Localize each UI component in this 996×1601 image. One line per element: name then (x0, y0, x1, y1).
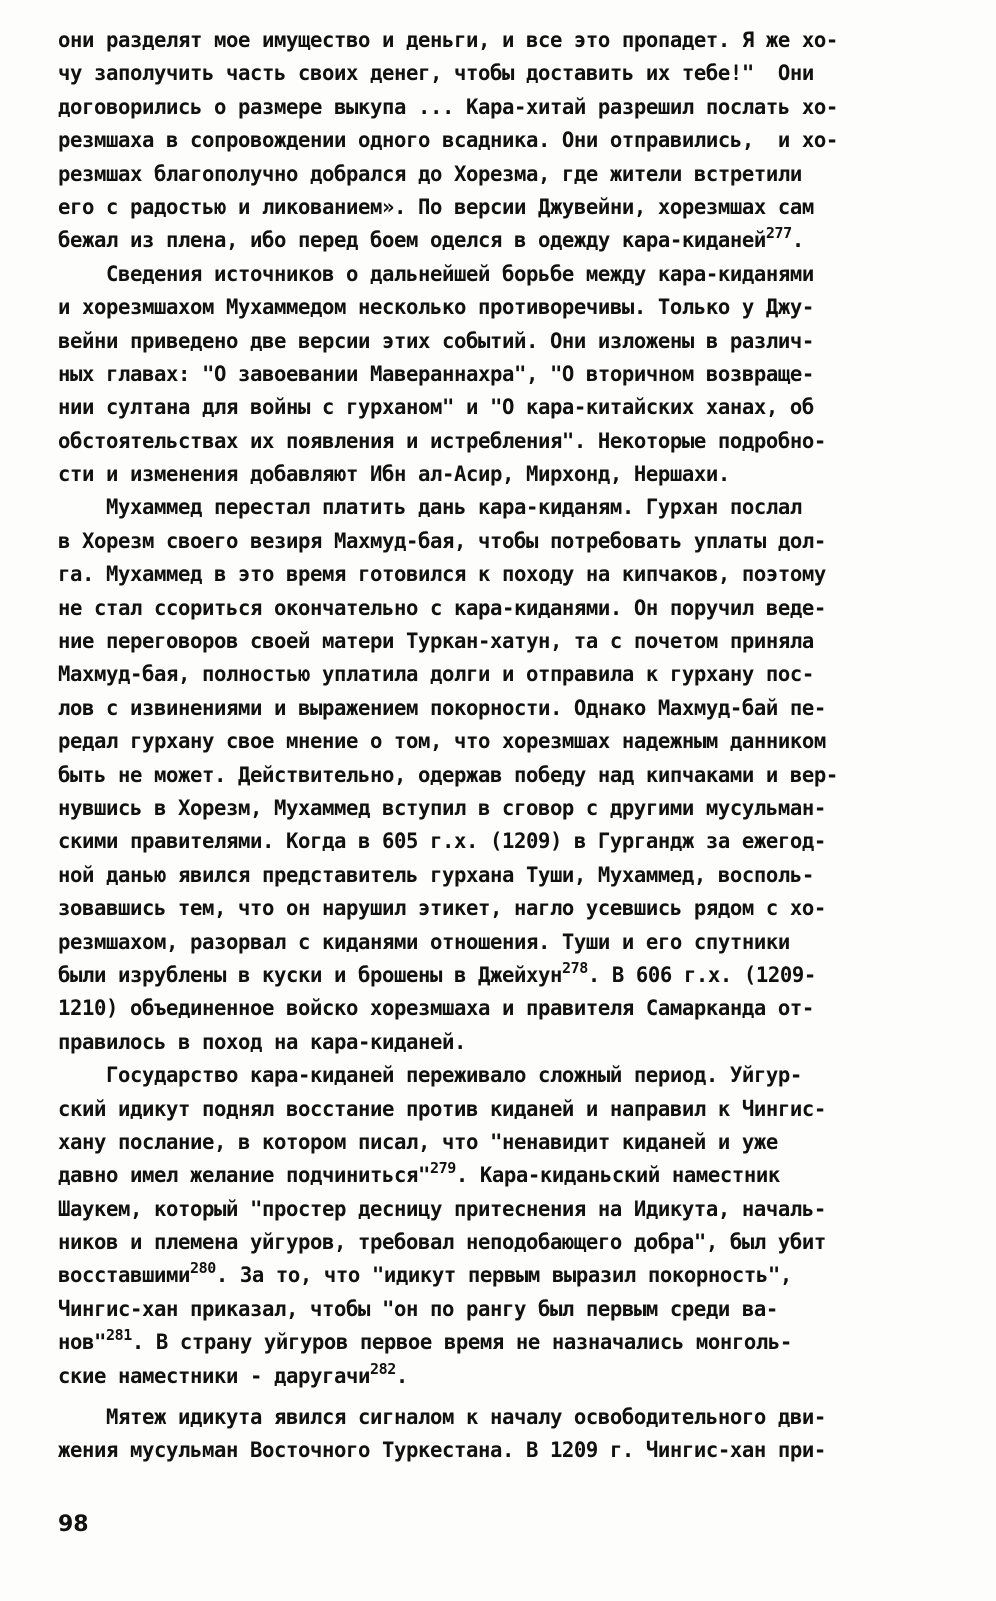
text-line (58, 558, 938, 592)
footnote-ref: 281 (106, 1325, 132, 1345)
text-line (58, 90, 938, 124)
line-text: бежал из плена, ибо перед боем оделся в одежду кара-киданей (58, 227, 766, 253)
text-line (58, 1359, 938, 1393)
line-text: Шаукем, который "простер десницу притеснения на Идикута, началь- (58, 1196, 826, 1222)
line-text: Махмуд-бая, полностью уплатила долги и отправила к гурхану пос- (58, 662, 814, 687)
line-text: га. Мухаммед в это время готовился к походу на кипчаков, поэтому (58, 561, 826, 587)
text-line (58, 758, 938, 792)
line-text: Сведения источников о дальнейшей борьбе между кара-киданями (58, 261, 814, 287)
text-line (58, 1259, 938, 1293)
text-line (58, 1292, 938, 1326)
line-text: правилось в поход на кара-киданей. (58, 1029, 466, 1055)
text-line (58, 23, 938, 57)
text-line (58, 324, 938, 358)
line-text: договорились о размере выкупа ... Кара-хитай разрешил послать хо- (58, 94, 838, 120)
text-line (58, 1434, 938, 1468)
text-line (58, 1401, 938, 1435)
text-line (58, 825, 938, 859)
line-text: и хорезмшахом Мухаммедом несколько противоречивы. Только у Джу- (58, 294, 814, 320)
text-line (58, 57, 938, 91)
line-text: они разделят мое имущество и деньги, и все это пропадет. Я же хо- (58, 27, 838, 53)
line-text-after: . За то, что "идикут первым выразил покорность", (215, 1263, 792, 1288)
text-line (58, 591, 938, 625)
text-line (58, 992, 938, 1026)
text-line (58, 725, 938, 759)
text-line (58, 691, 938, 725)
line-text: резмшах благополучно добрался до Хорезма, где жители встретили (58, 161, 802, 186)
text-line (58, 1125, 938, 1159)
page-number: 98 (58, 1512, 89, 1537)
text-line (58, 1059, 938, 1093)
line-text: 1210) объединенное войско хорезмшаха и правителя Самарканда от- (58, 995, 814, 1021)
text-line (58, 291, 938, 325)
line-text: лов с извинениями и выражением покорности. Однако Махмуд-бай пе- (58, 695, 826, 721)
text-line (58, 524, 938, 558)
text-line (58, 1326, 938, 1360)
line-text: хану послание, в котором писал, что "ненавидит киданей и уже (58, 1129, 778, 1155)
line-text: быть не может. Действительно, одержав победу над кипчаками и вер- (58, 762, 838, 787)
line-text: Мятеж идикута явился сигналом к началу освободительного дви- (58, 1404, 826, 1430)
text-line (58, 357, 938, 391)
line-text: жения мусульман Восточного Туркестана. В 1209 г. Чингис-хан при- (58, 1438, 826, 1463)
body-text (58, 24, 938, 1468)
text-line (58, 625, 938, 659)
footnote-ref: 282 (369, 1359, 396, 1378)
line-text: ной данью явился представитель гурхана Туши, Мухаммед, восполь- (58, 862, 814, 888)
footnote-ref: 278 (561, 958, 588, 977)
line-text: зовавшись тем, что он нарушил этикет, нагло усевшись рядом с хо- (58, 895, 826, 921)
line-text: Чингис-хан приказал, чтобы "он по рангу был первым среди ва- (58, 1296, 778, 1322)
line-text: ных главах: "О завоевании Мавераннахра", "О вторичном возвраще- (58, 361, 814, 387)
text-line (58, 1226, 938, 1260)
line-text: сти и изменения добавляют Ибн ал-Асир, Мирхонд, Нершахи. (58, 461, 730, 487)
text-line (58, 1192, 938, 1226)
line-text-after: . В 606 г.х. (1209- (587, 962, 816, 988)
line-text: в Хорезм своего везиря Махмуд-бая, чтобы потребовать уплаты дол- (58, 528, 826, 554)
text-line (58, 1092, 938, 1126)
line-text: были изрублены в куски и брошены в Джейхун (58, 962, 562, 988)
text-line (58, 958, 938, 992)
line-text: обстоятельствах их появления и истребления". Некоторые подробно- (58, 428, 826, 454)
line-text-after: . В страну уйгуров первое время не назначались монголь- (131, 1329, 792, 1355)
line-text: нии султана для войны с гурханом" и "О кара-китайских ханах, об (58, 394, 814, 420)
line-text: нувшись в Хорезм, Мухаммед вступил в сговор с другими мусульман- (58, 795, 826, 821)
line-text: резмшахом, разорвал с киданями отношения. Туши и его спутники (58, 929, 790, 954)
line-text: редал гурхану свое мнение о том, что хорезмшах надежным данником (58, 728, 826, 754)
line-text: ский идикут поднял восстание против киданей и направил к Чингис- (58, 1096, 826, 1121)
line-text-after: . Кара-киданьский наместник (455, 1162, 780, 1188)
line-text: восставшими (58, 1263, 190, 1288)
line-text: ские наместники - даругачи (58, 1363, 370, 1388)
line-text: Государство кара-киданей переживало сложный период. Уйгур- (58, 1062, 802, 1088)
text-line (58, 224, 938, 258)
text-line (58, 1159, 938, 1193)
text-line (58, 458, 938, 492)
text-line (58, 858, 938, 892)
text-line (58, 1025, 938, 1059)
line-text: не стал ссориться окончательно с кара-киданями. Он поручил веде- (58, 595, 826, 620)
footnote-ref: 277 (765, 223, 792, 243)
footnote-ref: 280 (189, 1258, 216, 1278)
line-text-after: . (395, 1363, 408, 1388)
text-line (58, 391, 938, 425)
footnote-ref: 279 (429, 1158, 456, 1178)
text-line (58, 424, 938, 458)
line-text: вейни приведено две версии этих событий. Они изложены в различ- (58, 328, 814, 353)
text-line (58, 925, 938, 959)
text-line (58, 791, 938, 825)
text-line (58, 190, 938, 224)
text-line (58, 257, 938, 291)
text-line (58, 124, 938, 158)
text-line (58, 658, 938, 692)
line-text: чу заполучить часть своих денег, чтобы доставить их тебе!" Они (58, 61, 814, 86)
text-line (58, 157, 938, 191)
line-text: ников и племена уйгуров, требовал неподобающего добра", был убит (58, 1229, 826, 1255)
line-text-after: . (791, 227, 804, 253)
line-text: Мухаммед перестал платить дань кара-киданям. Гурхан послал (58, 495, 802, 520)
line-text: его с радостью и ликованием». По версии Джувейни, хорезмшах сам (58, 194, 814, 220)
line-text: давно имел желание подчиниться" (58, 1162, 430, 1188)
text-line (58, 892, 938, 926)
text-line (58, 491, 938, 525)
line-text: ние переговоров своей матери Туркан-хатун, та с почетом приняла (58, 628, 814, 654)
line-text: резмшаха в сопровождении одного всадника. Они отправились, и хо- (58, 127, 838, 153)
line-text: нов" (58, 1329, 106, 1355)
line-text: скими правителями. Когда в 605 г.х. (1209) в Гургандж за ежегод- (58, 828, 826, 854)
